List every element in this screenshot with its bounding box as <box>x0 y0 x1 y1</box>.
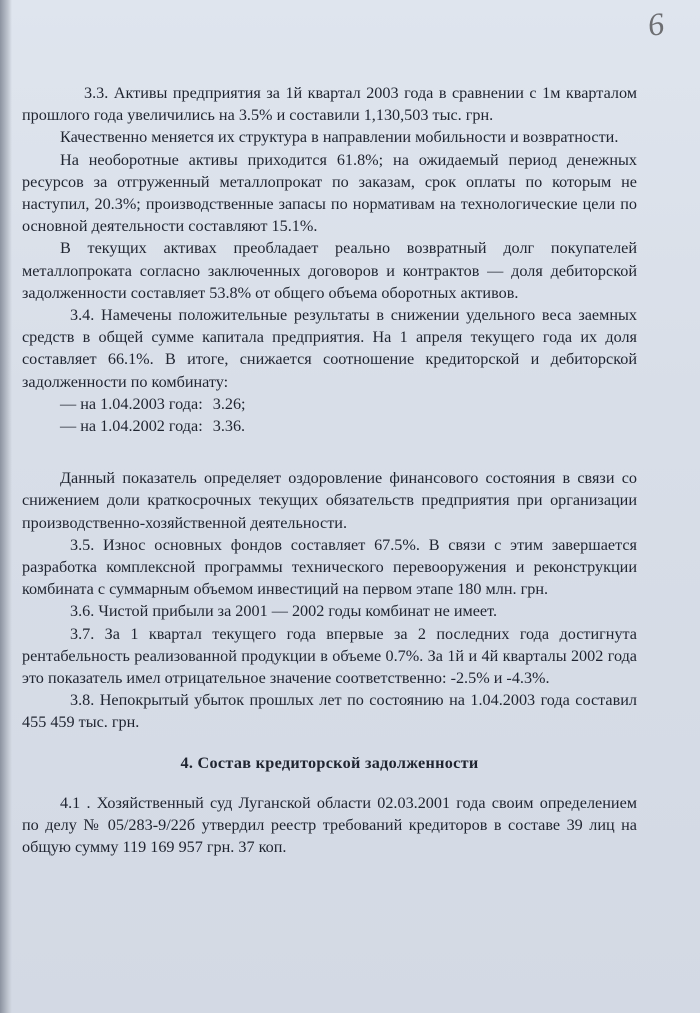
paragraph-3-3: 3.3. Активы предприятия за 1й квартал 2003 года в сравнении с 1м кварталом прошлого года увеличились на 3.5% и составили 1,130,503 тыс. грн. <box>22 84 637 125</box>
paragraph-3-8: 3.8. Непокрытый убыток прошлых лет по состоянию на 1.04.2003 года составил 455 459 тыс. грн. <box>22 691 637 732</box>
paragraph-structure: Качественно меняется их структура в направлении мобильности и возвратности. <box>60 128 619 147</box>
paragraph-3-6: 3.6. Чистой прибыли за 2001 — 2002 годы комбинат не имеет. <box>70 602 497 621</box>
document-body <box>22 82 637 859</box>
list-item-value: 3.36. <box>212 417 246 436</box>
paragraph-non-current-assets: На необоротные активы приходится 61.8%; на ожидаемый период денежных ресурсов за отгруженный металлопрокат по заказам, срок оплаты по которым не наступил, 20.3%; производственные запасы по нормативам на технологические цели по основной деятельности составляют 15.1%. <box>22 150 637 236</box>
list-item-value: 3.26; <box>212 394 246 413</box>
list-item-label: — на 1.04.2003 года: <box>60 394 203 413</box>
list-item-label: — на 1.04.2002 года: <box>60 417 203 436</box>
paragraph-current-assets: В текущих активах преобладает реально возвратный долг покупателей металлопроката согласно заключенных договоров и контрактов — доля дебиторской задолженности составляет 53.8% от общего объема оборотных активов. <box>22 239 637 302</box>
handwritten-page-number: 6 <box>645 5 667 43</box>
list-item <box>22 393 637 415</box>
page-binding-edge <box>0 0 12 1013</box>
paragraph-4-1: 4.1 . Хозяйственный суд Луганской области 02.03.2001 года своим определением по делу № 05/283-9/22б утвердил реестр требований кредиторов в составе 39 лиц на общую сумму 119 169 957 грн. 37 коп. <box>22 793 637 857</box>
paragraph-3-7: 3.7. За 1 квартал текущего года впервые за 2 последних года достигнута рентабельность реализованной продукции в объеме 0.7%. За 1й и 4й кварталы 2002 года это показатель имел отрицательное значение соответственно: -2.5% и -4.3%. <box>22 624 637 688</box>
paragraph-3-5: 3.5. Износ основных фондов составляет 67.5%. В связи с этим завершается разработка комплексной программы технического перевооружения и реконструкции комбината с суммарным объемом инвестиций на первом этапе 180 млн. грн. <box>22 535 637 599</box>
paragraph-3-4: 3.4. Намечены положительные результаты в снижении удельного веса заемных средств в общей сумме капитала предприятия. На 1 апреля текущего года их доля составляет 66.1%. В итоге, снижается соотношение кредиторской и дебиторской задолженности по комбинату: <box>22 306 637 391</box>
section-heading: 4. Состав кредиторской задолженности <box>180 753 479 772</box>
paragraph-indicator: Данный показатель определяет оздоровление финансового состояния в связи со снижением доли краткосрочных текущих обязательств предприятия при организации производственно-хозяйственной деятельности. <box>22 469 637 532</box>
list-item <box>22 415 637 437</box>
